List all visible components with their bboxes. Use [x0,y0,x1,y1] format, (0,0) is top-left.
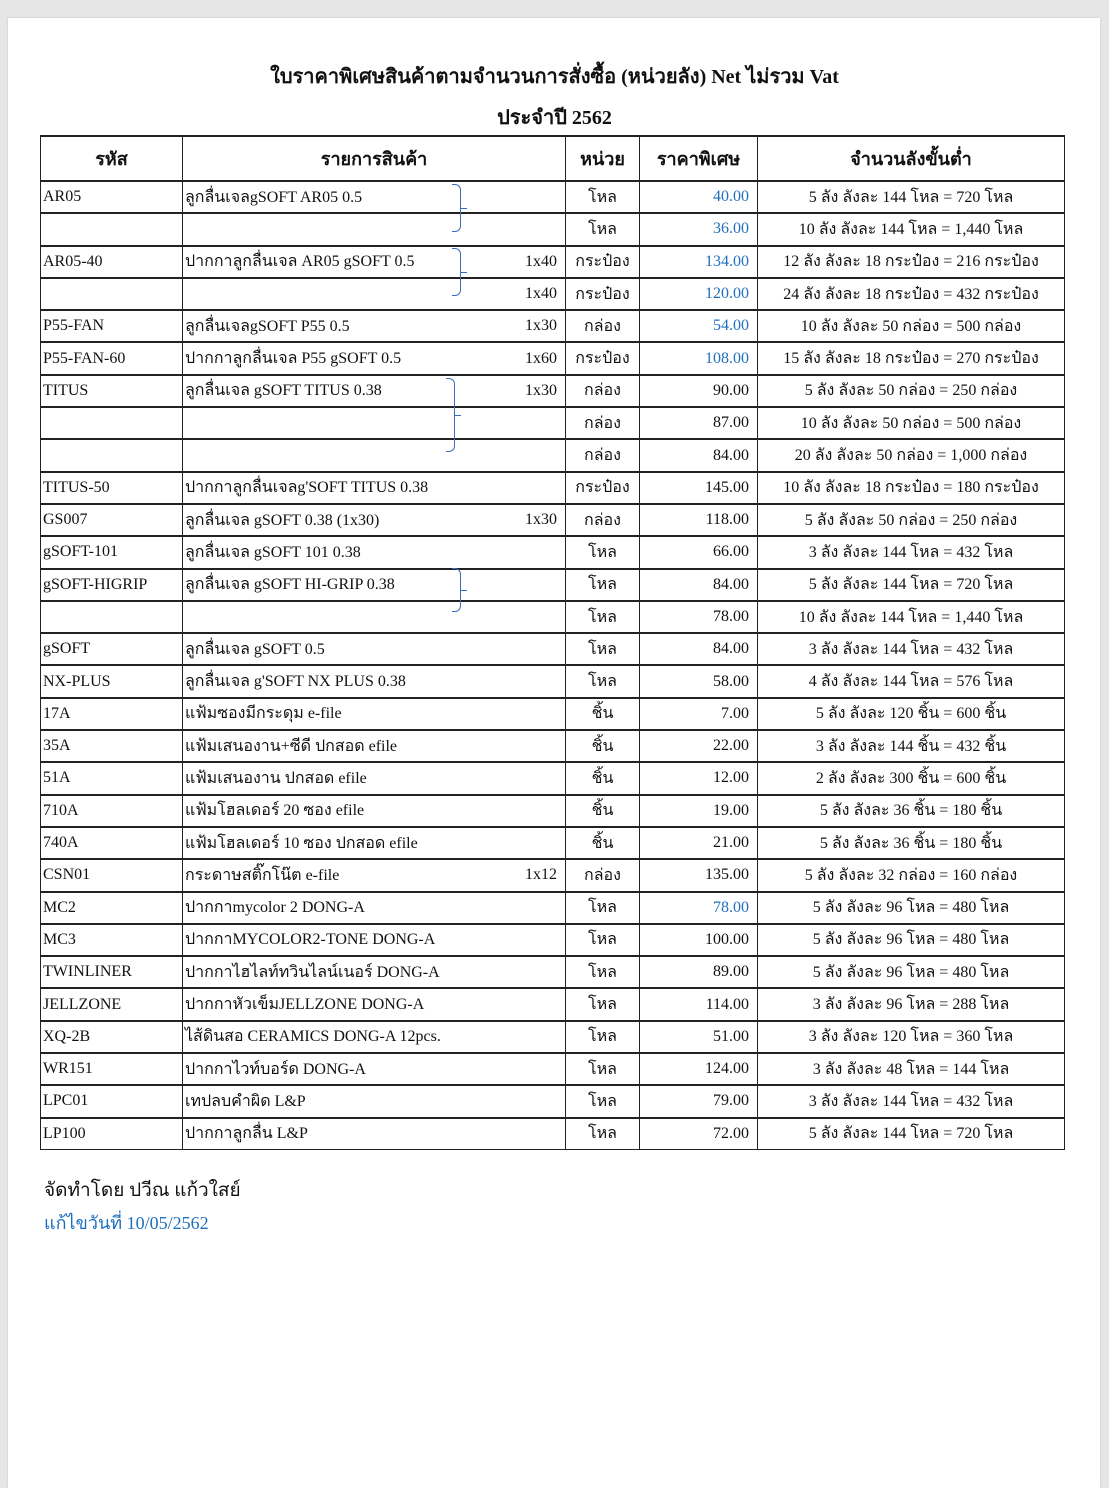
cell-code: JELLZONE [41,988,183,1020]
cell-description [183,310,566,342]
cell-unit: กระป๋อง [566,472,640,504]
table-row [41,1021,1065,1053]
table-row [41,246,1065,278]
cell-unit: ชิ้น [566,730,640,762]
pack-size: 1x60 [525,349,557,367]
cell-description [183,1085,566,1117]
cell-min-quantity: 10 ลัง ลังละ 50 กล่อง = 500 กล่อง [758,310,1065,342]
cell-unit: โหล [566,536,640,568]
cell-description [183,407,566,439]
description-text: ลูกลื่นเจลgSOFT P55 0.5 [185,317,350,335]
table-row [41,439,1065,471]
table-row [41,601,1065,633]
cell-code [41,601,183,633]
cell-unit: กล่อง [566,310,640,342]
cell-min-quantity: 5 ลัง ลังละ 32 กล่อง = 160 กล่อง [758,859,1065,891]
cell-price: 118.00 [640,504,758,536]
cell-description [183,246,566,278]
cell-unit: โหล [566,569,640,601]
table-row [41,633,1065,665]
cell-unit: กล่อง [566,439,640,471]
cell-price: 51.00 [640,1021,758,1053]
cell-price: 134.00 [640,246,758,278]
cell-code: 710A [41,795,183,827]
description-text: เทปลบคำผิด L&P [185,1092,306,1110]
cell-min-quantity: 12 ลัง ลังละ 18 กระป๋อง = 216 กระป๋อง [758,246,1065,278]
cell-price: 90.00 [640,375,758,407]
header-unit: หน่วย [566,136,640,181]
cell-code: 51A [41,762,183,794]
cell-min-quantity: 15 ลัง ลังละ 18 กระป๋อง = 270 กระป๋อง [758,342,1065,374]
cell-min-quantity: 3 ลัง ลังละ 48 โหล = 144 โหล [758,1053,1065,1085]
cell-code: LPC01 [41,1085,183,1117]
cell-price: 120.00 [640,278,758,310]
cell-code: gSOFT-HIGRIP [41,569,183,601]
cell-min-quantity: 5 ลัง ลังละ 96 โหล = 480 โหล [758,924,1065,956]
group-brace-icon [452,248,461,296]
table-row [41,665,1065,697]
cell-price: 100.00 [640,924,758,956]
cell-unit: กระป๋อง [566,246,640,278]
cell-unit: ชิ้น [566,795,640,827]
cell-unit: โหล [566,1085,640,1117]
cell-description [183,536,566,568]
description-text: ปากกาลูกลื่น L&P [185,1125,308,1143]
cell-unit: ชิ้น [566,762,640,794]
description-text: ปากกาไฮไลท์ทวินไลน์เนอร์ DONG-A [185,963,440,981]
cell-unit: โหล [566,601,640,633]
cell-price: 78.00 [640,892,758,924]
description-text: แฟ้มเสนองาน ปกสอด efile [185,769,367,787]
table-row [41,375,1065,407]
cell-description [183,892,566,924]
cell-min-quantity: 5 ลัง ลังละ 50 กล่อง = 250 กล่อง [758,375,1065,407]
cell-description [183,795,566,827]
cell-description [183,439,566,471]
pack-size: 1x30 [525,511,557,529]
cell-description [183,1118,566,1150]
description-text: ปากกาลูกลื่นเจล AR05 gSOFT 0.5 [185,253,415,271]
table-row [41,504,1065,536]
cell-unit: กล่อง [566,375,640,407]
cell-min-quantity: 5 ลัง ลังละ 36 ชิ้น = 180 ชิ้น [758,795,1065,827]
cell-unit: โหล [566,892,640,924]
cell-price: 84.00 [640,569,758,601]
cell-description [183,1021,566,1053]
cell-unit: กล่อง [566,504,640,536]
cell-unit: ชิ้น [566,827,640,859]
cell-code: 17A [41,698,183,730]
header-description: รายการสินค้า [183,136,566,181]
cell-description [183,762,566,794]
document-subtitle: ประจำปี 2562 [497,107,612,129]
cell-code: WR151 [41,1053,183,1085]
cell-price: 21.00 [640,827,758,859]
description-text: ปากกาลูกลื่นเจล P55 gSOFT 0.5 [185,350,402,368]
cell-code: LP100 [41,1118,183,1150]
cell-min-quantity: 10 ลัง ลังละ 144 โหล = 1,440 โหล [758,213,1065,245]
table-row [41,310,1065,342]
cell-code: MC2 [41,892,183,924]
table-row [41,181,1065,213]
description-text: ลูกลื่นเจล gSOFT TITUS 0.38 [185,382,382,400]
description-text: ลูกลื่นเจล gSOFT 0.38 (1x30) [185,511,380,529]
table-row [41,407,1065,439]
cell-unit: ชิ้น [566,698,640,730]
cell-code [41,407,183,439]
cell-min-quantity: 5 ลัง ลังละ 96 โหล = 480 โหล [758,956,1065,988]
cell-price: 58.00 [640,665,758,697]
description-text: แฟ้มซองมีกระดุม e-file [185,705,342,723]
cell-code: TITUS-50 [41,472,183,504]
cell-code [41,213,183,245]
table-row [41,988,1065,1020]
cell-unit: โหล [566,956,640,988]
cell-code: P55-FAN-60 [41,342,183,374]
cell-min-quantity: 10 ลัง ลังละ 18 กระป๋อง = 180 กระป๋อง [758,472,1065,504]
table-row [41,1053,1065,1085]
cell-unit: โหล [566,1021,640,1053]
group-brace-icon [452,184,461,232]
pack-size: 1x30 [525,381,557,399]
cell-description [183,504,566,536]
cell-price: 145.00 [640,472,758,504]
table-row [41,924,1065,956]
description-text: ลูกลื่นเจลgSOFT AR05 0.5 [185,188,363,206]
cell-description [183,924,566,956]
table-row [41,213,1065,245]
description-text: แฟ้มโฮลเดอร์ 20 ซอง efile [185,802,365,820]
table-row [41,892,1065,924]
cell-min-quantity: 5 ลัง ลังละ 96 โหล = 480 โหล [758,892,1065,924]
cell-description [183,278,566,310]
cell-code [41,278,183,310]
cell-price: 84.00 [640,633,758,665]
cell-min-quantity: 10 ลัง ลังละ 144 โหล = 1,440 โหล [758,601,1065,633]
description-text: ลูกลื่นเจล gSOFT 101 0.38 [185,543,361,561]
cell-price: 36.00 [640,213,758,245]
table-row [41,569,1065,601]
cell-unit: โหล [566,924,640,956]
cell-price: 54.00 [640,310,758,342]
cell-price: 124.00 [640,1053,758,1085]
cell-description [183,1053,566,1085]
cell-price: 114.00 [640,988,758,1020]
cell-description [183,859,566,891]
cell-code: TWINLINER [41,956,183,988]
pack-size: 1x12 [525,866,557,884]
price-table [40,135,1065,1150]
table-row [41,956,1065,988]
table-row [41,698,1065,730]
cell-price: 135.00 [640,859,758,891]
cell-description [183,342,566,374]
cell-min-quantity: 5 ลัง ลังละ 144 โหล = 720 โหล [758,1118,1065,1150]
cell-description [183,633,566,665]
cell-code: AR05-40 [41,246,183,278]
cell-code [41,439,183,471]
cell-min-quantity: 3 ลัง ลังละ 144 โหล = 432 โหล [758,1085,1065,1117]
description-text: ไส้ดินสอ CERAMICS DONG-A 12pcs. [185,1028,441,1046]
cell-code: GS007 [41,504,183,536]
cell-code: XQ-2B [41,1021,183,1053]
cell-description [183,665,566,697]
cell-description [183,827,566,859]
cell-unit: โหล [566,665,640,697]
cell-price: 79.00 [640,1085,758,1117]
group-brace-icon [452,568,461,612]
cell-price: 66.00 [640,536,758,568]
cell-code: CSN01 [41,859,183,891]
cell-code: NX-PLUS [41,665,183,697]
cell-code: gSOFT [41,633,183,665]
header-min-cartons: จำนวนลังขั้นต่ำ [758,136,1065,181]
cell-description [183,569,566,601]
table-row [41,342,1065,374]
cell-min-quantity: 5 ลัง ลังละ 120 ชิ้น = 600 ชิ้น [758,698,1065,730]
description-text: ปากกาไวท์บอร์ด DONG-A [185,1060,366,1078]
pack-size: 1x40 [525,285,557,303]
header-code: รหัส [41,136,183,181]
pack-size: 1x30 [525,317,557,335]
cell-min-quantity: 4 ลัง ลังละ 144 โหล = 576 โหล [758,665,1065,697]
cell-unit: โหล [566,633,640,665]
cell-unit: โหล [566,1118,640,1150]
cell-unit: โหล [566,181,640,213]
cell-code: gSOFT-101 [41,536,183,568]
revised-date: แก้ไขวันที่ 10/05/2562 [44,1213,209,1233]
cell-code: TITUS [41,375,183,407]
cell-unit: กระป๋อง [566,342,640,374]
description-text: ปากกาหัวเข็มJELLZONE DONG-A [185,996,425,1014]
cell-unit: กล่อง [566,859,640,891]
cell-description [183,601,566,633]
cell-min-quantity: 5 ลัง ลังละ 50 กล่อง = 250 กล่อง [758,504,1065,536]
cell-description [183,956,566,988]
cell-price: 108.00 [640,342,758,374]
table-row [41,1085,1065,1117]
cell-min-quantity: 24 ลัง ลังละ 18 กระป๋อง = 432 กระป๋อง [758,278,1065,310]
cell-code: 740A [41,827,183,859]
table-header-row [41,136,1065,181]
cell-unit: กล่อง [566,407,640,439]
cell-min-quantity: 3 ลัง ลังละ 96 โหล = 288 โหล [758,988,1065,1020]
cell-min-quantity: 5 ลัง ลังละ 144 โหล = 720 โหล [758,569,1065,601]
cell-unit: โหล [566,988,640,1020]
cell-unit: โหล [566,213,640,245]
cell-price: 72.00 [640,1118,758,1150]
cell-code: AR05 [41,181,183,213]
pack-size: 1x40 [525,252,557,270]
cell-min-quantity: 3 ลัง ลังละ 144 โหล = 432 โหล [758,633,1065,665]
cell-code: P55-FAN [41,310,183,342]
description-text: ลูกลื่นเจล g'SOFT NX PLUS 0.38 [185,673,406,691]
header-special-price: ราคาพิเศษ [640,136,758,181]
description-text: ลูกลื่นเจล gSOFT 0.5 [185,640,325,658]
table-row [41,536,1065,568]
cell-unit: โหล [566,1053,640,1085]
prepared-by: จัดทำโดย ปวีณ แก้วใสย์ [44,1180,241,1201]
cell-description [183,988,566,1020]
group-brace-icon [446,378,455,452]
cell-price: 89.00 [640,956,758,988]
cell-price: 22.00 [640,730,758,762]
cell-price: 87.00 [640,407,758,439]
cell-price: 12.00 [640,762,758,794]
cell-min-quantity: 3 ลัง ลังละ 120 โหล = 360 โหล [758,1021,1065,1053]
cell-description [183,698,566,730]
cell-code: 35A [41,730,183,762]
description-text: แฟ้มโฮลเดอร์ 10 ซอง ปกสอด efile [185,834,418,852]
table-row [41,730,1065,762]
cell-min-quantity: 3 ลัง ลังละ 144 ชิ้น = 432 ชิ้น [758,730,1065,762]
cell-description [183,213,566,245]
description-text: ปากกาลูกลื่นเจลg'SOFT TITUS 0.38 [185,479,429,497]
table-row [41,762,1065,794]
table-row [41,827,1065,859]
description-text: ลูกลื่นเจล gSOFT HI-GRIP 0.38 [185,576,395,594]
table-row [41,472,1065,504]
cell-min-quantity: 2 ลัง ลังละ 300 ชิ้น = 600 ชิ้น [758,762,1065,794]
cell-description [183,730,566,762]
cell-min-quantity: 10 ลัง ลังละ 50 กล่อง = 500 กล่อง [758,407,1065,439]
cell-price: 19.00 [640,795,758,827]
cell-price: 78.00 [640,601,758,633]
description-text: กระดาษสติ๊กโน๊ต e-file [185,866,340,884]
cell-min-quantity: 5 ลัง ลังละ 144 โหล = 720 โหล [758,181,1065,213]
description-text: ปากกาmycolor 2 DONG-A [185,899,365,917]
description-text: แฟ้มเสนองาน+ซีดี ปกสอด efile [185,737,398,755]
cell-description [183,472,566,504]
table-row [41,1118,1065,1150]
document-title: ใบราคาพิเศษสินค้าตามจำนวนการสั่งซื้อ (หน่วยลัง) Net ไม่รวม Vat [270,66,839,88]
cell-price: 84.00 [640,439,758,471]
cell-price: 7.00 [640,698,758,730]
table-row [41,278,1065,310]
table-row [41,795,1065,827]
table-row [41,859,1065,891]
cell-min-quantity: 5 ลัง ลังละ 36 ชิ้น = 180 ชิ้น [758,827,1065,859]
cell-description [183,181,566,213]
cell-description [183,375,566,407]
cell-unit: กระป๋อง [566,278,640,310]
cell-code: MC3 [41,924,183,956]
description-text: ปากกาMYCOLOR2-TONE DONG-A [185,931,436,949]
cell-min-quantity: 3 ลัง ลังละ 144 โหล = 432 โหล [758,536,1065,568]
cell-price: 40.00 [640,181,758,213]
cell-min-quantity: 20 ลัง ลังละ 50 กล่อง = 1,000 กล่อง [758,439,1065,471]
